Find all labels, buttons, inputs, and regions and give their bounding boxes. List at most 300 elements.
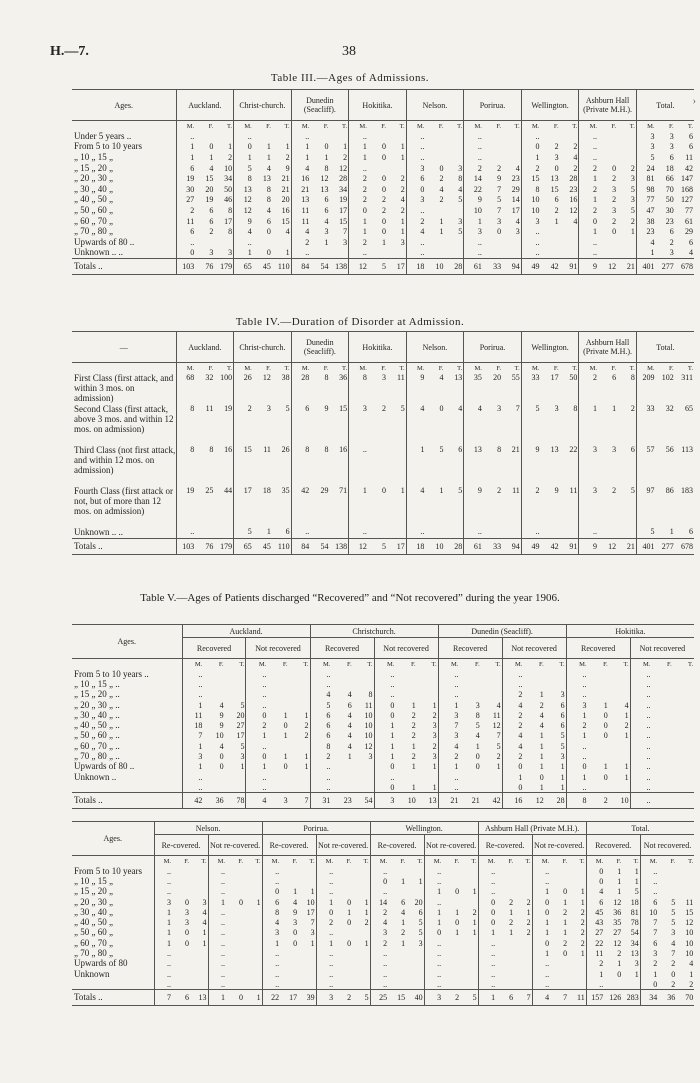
value-cell: 3	[267, 793, 288, 809]
value-cell: 2	[521, 486, 540, 527]
value-cell: 2	[285, 152, 290, 162]
value-cell: ..	[464, 248, 483, 259]
value-cell: 81	[630, 907, 639, 917]
value-cell	[460, 938, 478, 948]
value-cell	[267, 690, 288, 700]
value-cell: 1	[579, 404, 598, 445]
mft-label: M.	[262, 856, 280, 867]
value-cell: 54	[630, 928, 639, 938]
value-cell: 2	[579, 184, 598, 195]
value-cell: ..	[502, 669, 523, 679]
value-cell	[417, 669, 438, 679]
value-cell: 6	[560, 721, 565, 731]
row-label: Upwards of 80	[74, 958, 128, 969]
value-cell: 36	[658, 990, 676, 1006]
table-row	[72, 897, 694, 907]
value-cell: 1	[283, 731, 288, 741]
row-label: „ 30 „ 40 „	[74, 907, 113, 917]
sub-header: Not re-covered.	[424, 835, 478, 856]
value-cell: 12	[613, 938, 622, 948]
value-cell: 5	[630, 184, 635, 194]
value-cell: ..	[438, 679, 459, 689]
value-cell: 1	[406, 445, 425, 486]
value-cell: 4	[502, 700, 523, 710]
value-cell: 1	[349, 226, 368, 237]
value-cell: 10	[364, 731, 373, 741]
value-cell	[545, 679, 566, 689]
value-cell: ..	[246, 772, 267, 782]
value-cell: ..	[424, 979, 442, 989]
value-cell: 1	[347, 907, 352, 917]
value-cell	[244, 959, 262, 969]
value-cell: 6	[640, 938, 658, 948]
value-cell: 2	[406, 216, 425, 227]
value-cell: 11	[586, 948, 604, 958]
value-cell: 1	[374, 731, 395, 741]
value-cell: 9	[579, 258, 598, 274]
value-cell: 2	[497, 486, 502, 495]
mft-header-row	[72, 363, 694, 374]
value-cell: 6	[630, 445, 635, 454]
value-cell: 31	[310, 793, 331, 809]
value-cell: 6	[586, 897, 604, 907]
value-cell: 1	[400, 142, 405, 152]
value-cell: 3	[154, 897, 172, 907]
value-cell	[673, 751, 694, 761]
table-5-title-text: Table V.—Ages of Patients discharged “Recovered” and “Not recovered” during the year 1906.	[140, 592, 560, 604]
value-cell: 47	[636, 205, 655, 216]
value-cell: 9	[219, 721, 224, 731]
mft-label: T.	[572, 364, 578, 372]
value-cell: 1	[566, 731, 587, 741]
value-cell: 12	[569, 205, 578, 215]
value-cell	[388, 969, 406, 979]
value-cell: 2	[521, 163, 540, 174]
value-cell: ..	[566, 751, 587, 761]
blank-cell	[72, 363, 176, 374]
value-cell: 2	[370, 907, 388, 917]
value-cell: ..	[438, 669, 459, 679]
value-cell: ..	[478, 866, 496, 876]
value-cell: 65	[234, 258, 253, 274]
value-cell: 2	[442, 990, 460, 1006]
value-cell: 19	[205, 195, 214, 205]
value-cell: 4	[689, 959, 694, 969]
value-cell: 1	[579, 195, 598, 206]
value-cell: 71	[339, 486, 348, 495]
value-cell	[673, 700, 694, 710]
group-header: Total.	[586, 822, 694, 835]
value-cell: 0	[497, 227, 502, 237]
value-cell: 4	[464, 404, 483, 445]
value-cell: 2	[411, 721, 416, 731]
value-cell: 2	[573, 142, 578, 152]
value-cell: 1	[349, 216, 368, 227]
value-cell: ..	[478, 959, 496, 969]
value-cell: 7	[438, 720, 459, 730]
value-cell: 2	[209, 227, 214, 237]
value-cell: 6	[458, 445, 463, 454]
value-cell: ..	[438, 690, 459, 700]
value-cell: ..	[464, 131, 483, 142]
value-cell: 1	[472, 928, 477, 938]
value-cell: 23	[665, 216, 674, 226]
column-header-label: Ages.	[72, 90, 176, 121]
value-cell: 6	[406, 173, 425, 184]
value-cell: 277	[656, 258, 675, 274]
value-cell: ..	[262, 876, 280, 886]
mft-label: F.	[381, 122, 386, 130]
value-cell: ..	[246, 741, 267, 751]
mft-label: M.	[406, 363, 425, 374]
table-row	[72, 917, 694, 927]
value-cell: ..	[234, 131, 253, 142]
table-row	[72, 866, 694, 876]
value-cell	[673, 690, 694, 700]
value-cell: 25	[205, 486, 214, 495]
value-cell: 23	[636, 226, 655, 237]
mft-label: F.	[381, 364, 386, 372]
value-cell: 6	[291, 404, 310, 445]
value-cell: 4	[539, 710, 544, 720]
value-cell	[481, 679, 502, 689]
value-cell	[496, 866, 514, 876]
value-cell	[352, 979, 370, 989]
value-cell: 33	[521, 373, 540, 404]
value-cell	[244, 928, 262, 938]
value-cell	[280, 979, 298, 989]
totals-label: Totals ..	[72, 990, 154, 1006]
value-cell: 0	[246, 710, 267, 720]
value-cell: 9	[464, 486, 483, 527]
value-cell: 6	[496, 990, 514, 1006]
value-cell: 2	[246, 720, 267, 730]
value-cell: 1	[580, 897, 585, 907]
value-cell	[445, 205, 464, 216]
value-cell: 4	[406, 404, 425, 445]
value-cell: 1	[502, 772, 523, 782]
value-cell: 94	[502, 538, 521, 554]
value-cell: 401	[636, 258, 655, 274]
mft-label: T.	[471, 857, 477, 865]
value-cell: 1	[304, 710, 309, 720]
value-cell	[388, 866, 406, 876]
value-cell	[550, 969, 568, 979]
value-cell: 4	[293, 897, 298, 907]
value-cell	[289, 690, 310, 700]
value-cell: 6	[560, 710, 565, 720]
mft-label: T.	[495, 660, 501, 668]
value-cell: 5	[418, 918, 423, 928]
value-cell	[442, 979, 460, 989]
value-cell: 138	[329, 538, 348, 554]
value-cell: 0	[455, 918, 460, 928]
value-cell	[540, 226, 559, 237]
value-cell	[673, 679, 694, 689]
value-cell: 10	[685, 928, 694, 938]
value-cell: 5	[671, 918, 676, 928]
value-cell: 2	[438, 751, 459, 761]
mft-label: F.	[323, 122, 329, 130]
mft-label: F.	[475, 660, 480, 668]
value-cell: 1	[438, 762, 459, 772]
value-cell: 9	[285, 163, 290, 173]
value-cell: ..	[640, 866, 658, 876]
value-cell: 3	[669, 131, 674, 141]
row-label: „ 60 „ 70 „	[74, 215, 113, 226]
mft-label: T.	[525, 857, 531, 865]
value-cell: 94	[502, 258, 521, 274]
value-cell	[329, 527, 348, 538]
value-cell: 6	[176, 226, 195, 237]
value-cell: 2	[579, 373, 598, 404]
value-cell	[445, 131, 464, 142]
value-cell: 0	[424, 928, 442, 938]
value-cell: 0	[455, 887, 460, 897]
value-cell: 1	[234, 248, 253, 259]
value-cell: 30	[176, 184, 195, 195]
mft-label: F.	[454, 857, 460, 865]
value-cell: 16	[569, 195, 578, 205]
value-cell: 86	[665, 486, 674, 495]
value-cell: ..	[246, 782, 267, 792]
table-row	[72, 445, 694, 486]
value-cell: 5	[458, 227, 463, 237]
mft-label: T.	[239, 660, 245, 668]
value-cell	[560, 527, 579, 538]
value-cell: 21	[617, 538, 636, 554]
value-cell: 1	[603, 762, 608, 772]
totals-label: Totals ..	[72, 538, 176, 554]
value-cell: 2	[586, 959, 604, 969]
value-cell: 5	[634, 887, 639, 897]
value-cell: 42	[540, 258, 559, 274]
value-cell	[353, 679, 374, 689]
value-cell: 3	[630, 195, 635, 205]
value-cell	[496, 979, 514, 989]
mft-label: F.	[282, 660, 288, 668]
value-cell	[352, 959, 370, 969]
value-cell: 1	[439, 486, 444, 495]
value-cell: 3	[432, 731, 437, 741]
value-cell	[334, 969, 352, 979]
table-5-title	[0, 592, 700, 604]
value-cell: 138	[329, 258, 348, 274]
value-cell: 11	[685, 897, 694, 907]
header-row	[72, 90, 694, 121]
value-cell: 28	[339, 174, 348, 184]
value-cell: 1	[324, 237, 329, 247]
value-cell: 0	[382, 216, 386, 226]
value-cell: 8	[266, 184, 271, 194]
value-cell: 1	[603, 700, 608, 710]
value-cell: ..	[176, 237, 195, 248]
value-cell	[203, 782, 224, 792]
value-cell	[459, 679, 480, 689]
value-cell	[267, 741, 288, 751]
value-cell: 9	[497, 174, 502, 184]
value-cell: 3	[458, 216, 463, 226]
value-cell	[190, 887, 208, 897]
value-cell: 1	[532, 887, 550, 897]
value-cell	[673, 762, 694, 772]
value-cell: ..	[521, 527, 540, 538]
value-cell: 5	[496, 741, 501, 751]
mft-label: F.	[292, 857, 298, 865]
value-cell: 0	[246, 751, 267, 761]
value-cell: 1	[617, 876, 622, 886]
value-cell: ..	[406, 205, 425, 216]
value-cell	[442, 938, 460, 948]
value-cell: 0	[532, 907, 550, 917]
value-cell: 4	[401, 907, 406, 917]
value-cell	[244, 876, 262, 886]
mft-label: M.	[182, 659, 203, 670]
value-cell	[226, 948, 244, 958]
value-cell	[352, 876, 370, 886]
value-cell	[353, 762, 374, 772]
sub-header: Not re-covered.	[316, 835, 370, 856]
value-cell: 0	[521, 142, 540, 153]
value-cell	[190, 969, 208, 979]
value-cell: 0	[563, 887, 568, 897]
mft-label: F.	[496, 364, 502, 372]
value-cell: 20	[414, 897, 423, 907]
value-cell: 5	[475, 721, 480, 731]
value-cell	[568, 866, 586, 876]
mft-label: M.	[349, 363, 368, 374]
value-cell	[244, 907, 262, 917]
mft-label: M.	[234, 121, 253, 132]
value-cell: 401	[636, 538, 655, 554]
value-cell: 61	[464, 258, 483, 274]
value-cell	[502, 142, 521, 153]
value-cell: 3	[612, 184, 617, 194]
mft-label: T.	[417, 857, 423, 865]
value-cell	[550, 959, 568, 969]
value-cell: 20	[281, 195, 290, 205]
value-cell: 1	[228, 142, 233, 152]
value-cell: 6	[401, 897, 406, 907]
value-cell	[329, 248, 348, 259]
value-cell: 1	[208, 990, 226, 1006]
value-cell	[545, 669, 566, 679]
value-cell: ..	[208, 979, 226, 989]
value-cell: 10	[685, 938, 694, 948]
value-cell: 4	[234, 226, 253, 237]
mft-label: M.	[406, 121, 425, 132]
value-cell: 1	[304, 762, 309, 772]
row-label: „ 10 „ 15 „	[74, 152, 113, 162]
value-cell: ..	[630, 720, 651, 730]
value-cell	[298, 948, 316, 958]
value-cell	[673, 731, 694, 741]
mft-label: M.	[532, 856, 550, 867]
value-cell: 2	[228, 152, 233, 162]
value-cell: 10	[215, 731, 224, 741]
value-cell: 6	[310, 710, 331, 720]
value-cell: 1	[374, 741, 395, 751]
value-cell	[540, 131, 559, 142]
row-label: „ 20 „ 30 „ ..	[74, 699, 120, 710]
value-cell: 110	[272, 258, 291, 274]
value-cell: 1	[475, 741, 480, 751]
row-label: Unknown .. ..	[74, 527, 123, 537]
mft-label: F.	[438, 364, 444, 372]
value-cell: 13	[320, 184, 329, 194]
blank-cell	[72, 856, 154, 867]
value-cell: 0	[617, 969, 622, 979]
mft-label: F.	[670, 857, 676, 865]
value-cell: 0	[316, 907, 334, 917]
value-cell	[298, 979, 316, 989]
value-cell: 6	[324, 205, 329, 215]
column-header: Dunedin (Seacliff).	[291, 90, 349, 121]
value-cell	[460, 948, 478, 958]
value-cell: 2	[526, 897, 531, 907]
value-cell: 16	[339, 445, 348, 454]
value-cell: 0	[374, 782, 395, 792]
value-cell: 2	[580, 938, 585, 948]
value-cell: ..	[154, 948, 172, 958]
value-cell	[673, 669, 694, 679]
value-cell: ..	[310, 679, 331, 689]
value-cell: ..	[406, 142, 425, 153]
value-cell	[214, 237, 233, 248]
mft-label: M.	[208, 856, 226, 867]
value-cell	[651, 710, 672, 720]
value-cell: ..	[176, 527, 195, 538]
value-cell: ..	[424, 969, 442, 979]
value-cell: 7	[671, 949, 676, 959]
value-cell: 6	[689, 527, 693, 536]
value-cell: 1	[560, 772, 565, 782]
value-cell: 12	[349, 258, 368, 274]
value-cell: 1	[374, 751, 395, 761]
table-row	[72, 248, 694, 259]
value-cell	[214, 527, 233, 538]
value-cell	[502, 152, 521, 163]
value-cell: 2	[669, 237, 674, 247]
value-cell: 45	[586, 907, 604, 917]
mft-label: T.	[303, 660, 309, 668]
table-5-part-b	[72, 821, 694, 1006]
value-cell	[406, 887, 424, 897]
value-cell	[550, 866, 568, 876]
row-label: Upwards of 80 ..	[74, 236, 135, 247]
mft-label: M.	[291, 363, 310, 374]
row-label: „ 40 „ 50 „	[74, 917, 113, 928]
value-cell: 5	[285, 404, 290, 413]
value-cell: 1	[349, 152, 368, 163]
value-cell: 44	[224, 486, 233, 495]
value-cell: 1	[509, 928, 514, 938]
value-cell: 1	[400, 216, 405, 226]
value-cell: 12	[234, 195, 253, 206]
column-header: Porirua.	[464, 90, 522, 121]
value-cell	[587, 669, 608, 679]
value-cell: 4	[202, 907, 207, 917]
value-cell: 24	[636, 163, 655, 174]
value-cell: 2	[566, 720, 587, 730]
value-cell: 7	[343, 227, 348, 237]
value-cell: 6	[310, 720, 331, 730]
sub-header: Not re-covered.	[532, 835, 586, 856]
value-cell: 38	[281, 373, 290, 382]
value-cell	[604, 979, 622, 989]
value-cell: 5	[521, 404, 540, 445]
value-cell: 2	[343, 152, 348, 162]
